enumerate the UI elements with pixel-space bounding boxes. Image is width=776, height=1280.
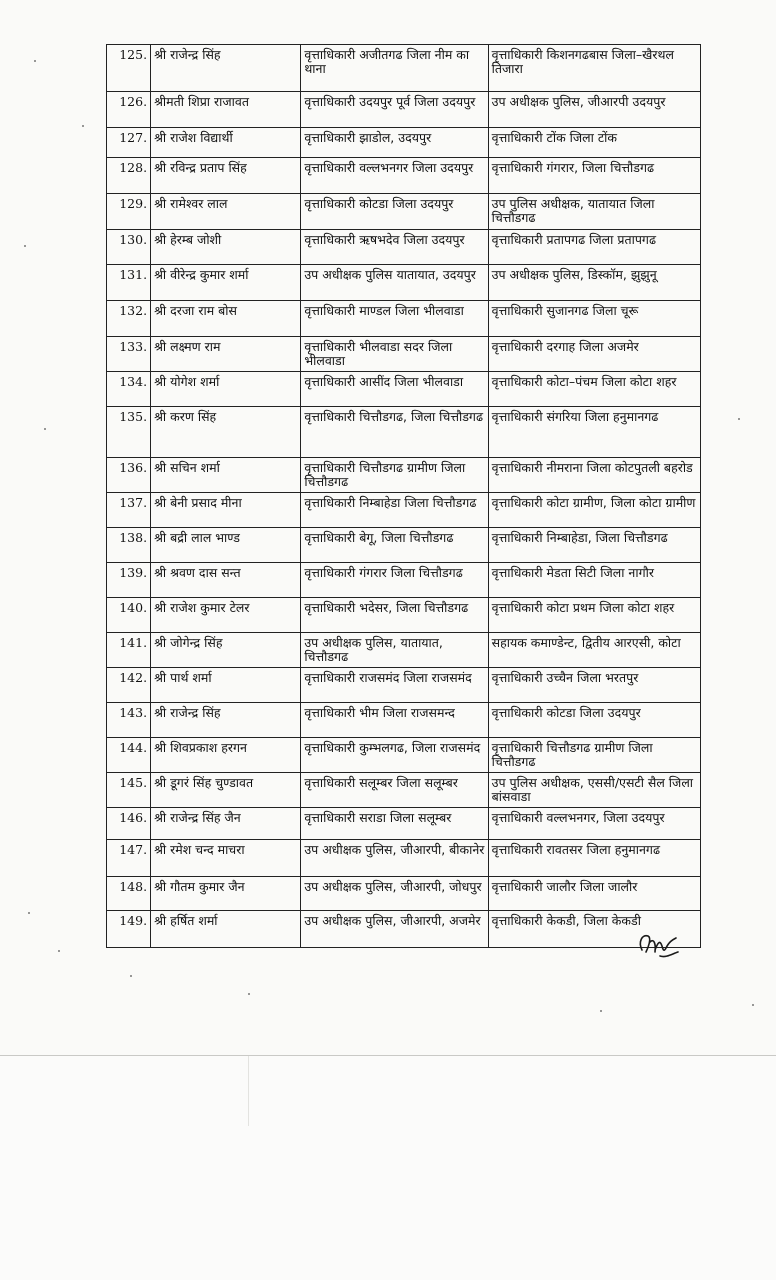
current-posting: वृत्ताधिकारी आसींद जिला भीलवाडा bbox=[301, 372, 488, 407]
scan-speck bbox=[738, 418, 740, 420]
serial-number: 125. bbox=[107, 45, 151, 92]
current-posting: वृत्ताधिकारी माण्डल जिला भीलवाडा bbox=[301, 301, 488, 337]
new-posting: उप पुलिस अधीक्षक, एससी/एसटी सैल जिला बांसवाडा bbox=[488, 773, 700, 808]
scan-speck bbox=[600, 1010, 602, 1012]
current-posting: वृत्ताधिकारी सलूम्बर जिला सलूम्बर bbox=[301, 773, 488, 808]
officer-name: श्री बद्री लाल भाण्ड bbox=[151, 528, 301, 563]
current-posting: वृत्ताधिकारी सराडा जिला सलूम्बर bbox=[301, 808, 488, 840]
serial-number: 147. bbox=[107, 840, 151, 877]
new-posting: वृत्ताधिकारी दरगाह जिला अजमेर bbox=[488, 337, 700, 372]
new-posting: वृत्ताधिकारी उच्चैन जिला भरतपुर bbox=[488, 668, 700, 703]
scan-speck bbox=[34, 60, 36, 62]
table-row bbox=[107, 668, 701, 703]
current-posting: वृत्ताधिकारी वल्लभनगर जिला उदयपुर bbox=[301, 158, 488, 194]
current-posting: वृत्ताधिकारी भीम जिला राजसमन्द bbox=[301, 703, 488, 738]
officer-name: श्री राजेन्द्र सिंह bbox=[151, 703, 301, 738]
current-posting: उप अधीक्षक पुलिस यातायात, उदयपुर bbox=[301, 265, 488, 301]
new-posting: वृत्ताधिकारी कोटा–पंचम जिला कोटा शहर bbox=[488, 372, 700, 407]
officer-name: श्री करण सिंह bbox=[151, 407, 301, 458]
table-row bbox=[107, 407, 701, 458]
table-row bbox=[107, 45, 701, 92]
table-row bbox=[107, 773, 701, 808]
scan-speck bbox=[28, 912, 30, 914]
new-posting: वृत्ताधिकारी कोटा प्रथम जिला कोटा शहर bbox=[488, 598, 700, 633]
officer-name: श्री डूगरं सिंह चुण्डावत bbox=[151, 773, 301, 808]
new-posting: वृत्ताधिकारी संगरिया जिला हनुमानगढ bbox=[488, 407, 700, 458]
officer-name: श्री बेनी प्रसाद मीना bbox=[151, 493, 301, 528]
current-posting: वृत्ताधिकारी झाडोल, उदयपुर bbox=[301, 128, 488, 158]
current-posting: उप अधीक्षक पुलिस, जीआरपी, अजमेर bbox=[301, 911, 488, 948]
table-row bbox=[107, 337, 701, 372]
current-posting: वृत्ताधिकारी चित्तौडगढ, जिला चित्तौडगढ bbox=[301, 407, 488, 458]
officer-name: श्री गौतम कुमार जैन bbox=[151, 877, 301, 911]
officer-name: श्री हेरम्ब जोशी bbox=[151, 230, 301, 265]
current-posting: उप अधीक्षक पुलिस, जीआरपी, बीकानेर bbox=[301, 840, 488, 877]
officer-name: श्री रामेश्वर लाल bbox=[151, 194, 301, 230]
new-posting: वृत्ताधिकारी सुजानगढ जिला चूरू bbox=[488, 301, 700, 337]
new-posting: वृत्ताधिकारी रावतसर जिला हनुमानगढ bbox=[488, 840, 700, 877]
officer-name: श्री राजेश कुमार टेलर bbox=[151, 598, 301, 633]
serial-number: 141. bbox=[107, 633, 151, 668]
current-posting: वृत्ताधिकारी कुम्भलगढ, जिला राजसमंद bbox=[301, 738, 488, 773]
new-posting: उप अधीक्षक पुलिस, जीआरपी उदयपुर bbox=[488, 92, 700, 128]
serial-number: 129. bbox=[107, 194, 151, 230]
current-posting: वृत्ताधिकारी चित्तौडगढ ग्रामीण जिला चित्तौडगढ bbox=[301, 458, 488, 493]
new-posting: वृत्ताधिकारी मेडता सिटी जिला नागौर bbox=[488, 563, 700, 598]
serial-number: 140. bbox=[107, 598, 151, 633]
table-row bbox=[107, 598, 701, 633]
officer-name: श्री हर्षित शर्मा bbox=[151, 911, 301, 948]
serial-number: 146. bbox=[107, 808, 151, 840]
serial-number: 131. bbox=[107, 265, 151, 301]
transfer-table-body bbox=[107, 45, 701, 948]
officer-name: श्री पार्थ शर्मा bbox=[151, 668, 301, 703]
current-posting: वृत्ताधिकारी भदेसर, जिला चित्तौडगढ bbox=[301, 598, 488, 633]
officer-name: श्री राजेन्द्र सिंह bbox=[151, 45, 301, 92]
current-posting: उप अधीक्षक पुलिस, जीआरपी, जोधपुर bbox=[301, 877, 488, 911]
table-row bbox=[107, 808, 701, 840]
transfer-table bbox=[106, 44, 701, 948]
current-posting: वृत्ताधिकारी उदयपुर पूर्व जिला उदयपुर bbox=[301, 92, 488, 128]
current-posting: वृत्ताधिकारी गंगरार जिला चित्तौडगढ bbox=[301, 563, 488, 598]
officer-name: श्री दरजा राम बोस bbox=[151, 301, 301, 337]
scan-speck bbox=[752, 1004, 754, 1006]
serial-number: 149. bbox=[107, 911, 151, 948]
new-posting: वृत्ताधिकारी कोटा ग्रामीण, जिला कोटा ग्रामीण bbox=[488, 493, 700, 528]
serial-number: 144. bbox=[107, 738, 151, 773]
new-posting: वृत्ताधिकारी टोंक जिला टोंक bbox=[488, 128, 700, 158]
serial-number: 139. bbox=[107, 563, 151, 598]
signature-initials bbox=[636, 928, 682, 962]
serial-number: 130. bbox=[107, 230, 151, 265]
table-row bbox=[107, 877, 701, 911]
current-posting: वृत्ताधिकारी बेगू, जिला चित्तौडगढ bbox=[301, 528, 488, 563]
new-posting: वृत्ताधिकारी गंगरार, जिला चित्तौडगढ bbox=[488, 158, 700, 194]
table-row bbox=[107, 738, 701, 773]
new-posting: वृत्ताधिकारी प्रतापगढ जिला प्रतापगढ bbox=[488, 230, 700, 265]
officer-name: श्री राजेन्द्र सिंह जैन bbox=[151, 808, 301, 840]
paper-fold bbox=[248, 1056, 249, 1126]
scan-speck bbox=[82, 125, 84, 127]
officer-name: श्री रमेश चन्द माचरा bbox=[151, 840, 301, 877]
officer-name: श्री वीरेन्द्र कुमार शर्मा bbox=[151, 265, 301, 301]
serial-number: 132. bbox=[107, 301, 151, 337]
serial-number: 142. bbox=[107, 668, 151, 703]
serial-number: 145. bbox=[107, 773, 151, 808]
officer-name: श्री जोगेन्द्र सिंह bbox=[151, 633, 301, 668]
current-posting: वृत्ताधिकारी भीलवाडा सदर जिला भीलवाडा bbox=[301, 337, 488, 372]
table-row bbox=[107, 911, 701, 948]
scan-speck bbox=[44, 428, 46, 430]
officer-name: श्री योगेश शर्मा bbox=[151, 372, 301, 407]
table-row bbox=[107, 230, 701, 265]
current-posting: वृत्ताधिकारी राजसमंद जिला राजसमंद bbox=[301, 668, 488, 703]
officer-name: श्री रविन्द्र प्रताप सिंह bbox=[151, 158, 301, 194]
table-row bbox=[107, 840, 701, 877]
table-row bbox=[107, 703, 701, 738]
serial-number: 143. bbox=[107, 703, 151, 738]
table-row bbox=[107, 528, 701, 563]
officer-name: श्री लक्ष्मण राम bbox=[151, 337, 301, 372]
officer-name: श्री सचिन शर्मा bbox=[151, 458, 301, 493]
new-posting: वृत्ताधिकारी किशनगढबास जिला–खैरथल तिजारा bbox=[488, 45, 700, 92]
scan-speck bbox=[248, 993, 250, 995]
current-posting: उप अधीक्षक पुलिस, यातायात, चित्तौडगढ bbox=[301, 633, 488, 668]
serial-number: 134. bbox=[107, 372, 151, 407]
serial-number: 137. bbox=[107, 493, 151, 528]
new-posting: वृत्ताधिकारी वल्लभनगर, जिला उदयपुर bbox=[488, 808, 700, 840]
officer-name: श्री शिवप्रकाश हरगन bbox=[151, 738, 301, 773]
table-row bbox=[107, 301, 701, 337]
table-row bbox=[107, 633, 701, 668]
table-row bbox=[107, 92, 701, 128]
new-posting: वृत्ताधिकारी जालौर जिला जालौर bbox=[488, 877, 700, 911]
current-posting: वृत्ताधिकारी कोटडा जिला उदयपुर bbox=[301, 194, 488, 230]
current-posting: वृत्ताधिकारी निम्बाहेडा जिला चित्तौडगढ bbox=[301, 493, 488, 528]
new-posting: वृत्ताधिकारी कोटडा जिला उदयपुर bbox=[488, 703, 700, 738]
officer-name: श्री श्रवण दास सन्त bbox=[151, 563, 301, 598]
serial-number: 126. bbox=[107, 92, 151, 128]
serial-number: 127. bbox=[107, 128, 151, 158]
table-row bbox=[107, 128, 701, 158]
new-posting: उप अधीक्षक पुलिस, डिस्कॉम, झुझुनू bbox=[488, 265, 700, 301]
new-posting: वृत्ताधिकारी नीमराना जिला कोटपुतली बहरोड bbox=[488, 458, 700, 493]
officer-name: श्री राजेश विद्यार्थी bbox=[151, 128, 301, 158]
officer-name: श्रीमती शिप्रा राजावत bbox=[151, 92, 301, 128]
serial-number: 148. bbox=[107, 877, 151, 911]
table-row bbox=[107, 563, 701, 598]
scan-speck bbox=[58, 950, 60, 952]
serial-number: 136. bbox=[107, 458, 151, 493]
serial-number: 135. bbox=[107, 407, 151, 458]
new-posting: सहायक कमाण्डेन्ट, द्वितीय आरएसी, कोटा bbox=[488, 633, 700, 668]
serial-number: 133. bbox=[107, 337, 151, 372]
table-row bbox=[107, 194, 701, 230]
blank-lower-area bbox=[0, 1056, 776, 1280]
table-row bbox=[107, 158, 701, 194]
scan-speck bbox=[24, 245, 26, 247]
table-row bbox=[107, 265, 701, 301]
serial-number: 138. bbox=[107, 528, 151, 563]
new-posting: उप पुलिस अधीक्षक, यातायात जिला चित्तौडगढ bbox=[488, 194, 700, 230]
current-posting: वृत्ताधिकारी ऋषभदेव जिला उदयपुर bbox=[301, 230, 488, 265]
scan-speck bbox=[130, 975, 132, 977]
current-posting: वृत्ताधिकारी अजीतगढ जिला नीम का थाना bbox=[301, 45, 488, 92]
table-row bbox=[107, 372, 701, 407]
serial-number: 128. bbox=[107, 158, 151, 194]
new-posting: वृत्ताधिकारी चित्तौडगढ ग्रामीण जिला चित्तौडगढ bbox=[488, 738, 700, 773]
new-posting: वृत्ताधिकारी केकडी, जिला केकडी bbox=[488, 911, 700, 948]
table-row bbox=[107, 493, 701, 528]
table-row bbox=[107, 458, 701, 493]
new-posting: वृत्ताधिकारी निम्बाहेडा, जिला चित्तौडगढ bbox=[488, 528, 700, 563]
